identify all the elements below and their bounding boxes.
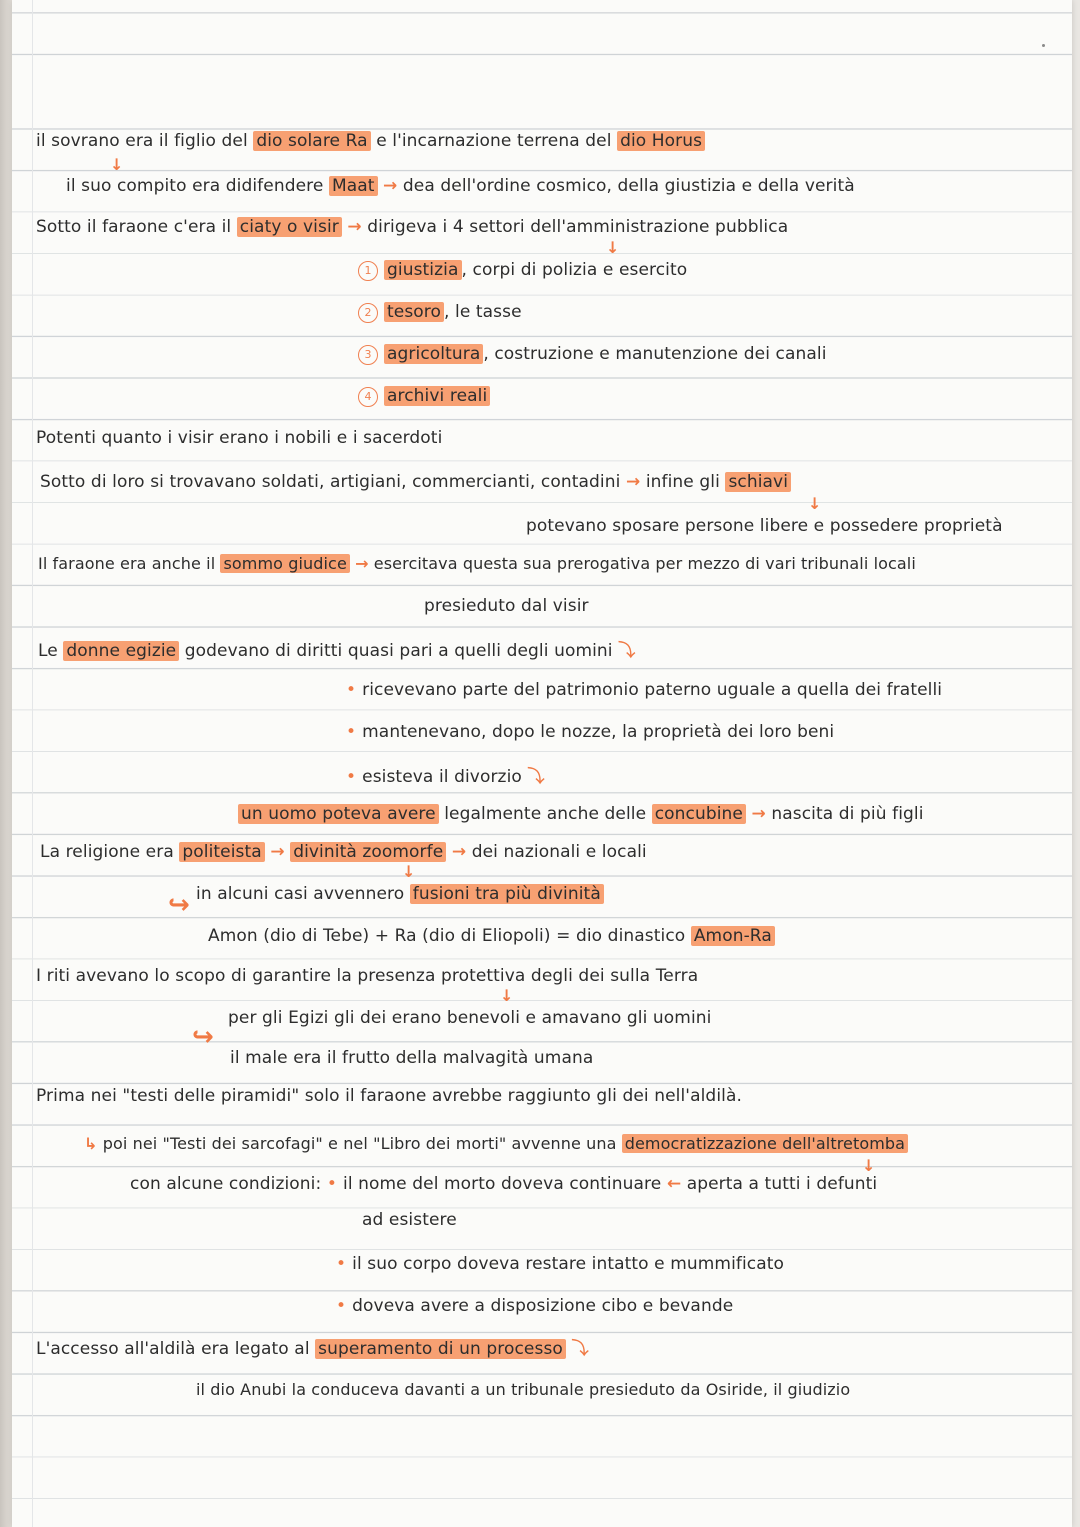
curved-arrow-icon: ⤵	[527, 767, 545, 787]
down-arrow-icon: ↓	[862, 1156, 876, 1175]
note-line-21	[36, 1334, 589, 1359]
text: Amon (dio di Tebe) + Ra (dio di Eliopoli) = dio dinastico	[208, 926, 686, 946]
note-line-12	[196, 884, 604, 904]
note-line-2	[66, 176, 855, 196]
text: in alcuni casi avvennero	[196, 884, 405, 904]
text: esercitava questa sua prerogativa per mezzo di vari tribunali locali	[373, 554, 916, 573]
sector-item-1	[358, 260, 687, 281]
highlight-fusioni-divinita: fusioni tra più divinità	[410, 884, 604, 904]
down-arrow-icon: ↓	[808, 494, 822, 513]
text: Le	[38, 641, 58, 661]
notebook-spine	[0, 0, 12, 1527]
text: il suo corpo doveva restare intatto e mummificato	[352, 1254, 785, 1274]
highlight-donne-egizie: donne egizie	[63, 641, 179, 661]
down-arrow-icon: ↓	[606, 238, 620, 257]
text: L'accesso all'aldilà era legato al	[36, 1339, 310, 1359]
right-arrow-icon: →	[383, 176, 398, 196]
sector-item-3	[358, 344, 827, 365]
number-circle-icon: 3	[358, 345, 378, 365]
bullet-item-4	[336, 1254, 784, 1274]
note-line-6: potevano sposare persone libere e possedere proprietà	[526, 516, 1003, 536]
text: il sovrano era il figlio del	[36, 131, 248, 151]
text: La religione era	[40, 842, 174, 862]
highlight-concubine: concubine	[652, 804, 746, 824]
text: godevano di diritti quasi pari a quelli degli uomini	[184, 641, 613, 661]
sector-item-2	[358, 302, 522, 323]
text: doveva avere a disposizione cibo e bevande	[352, 1296, 734, 1316]
highlight-dio-horus: dio Horus	[617, 131, 705, 151]
text: dei nazionali e locali	[471, 842, 647, 862]
right-arrow-icon: →	[751, 804, 766, 824]
text: Sotto di loro si trovavano soldati, artigiani, commercianti, contadini	[40, 472, 621, 492]
highlight-giustizia: giustizia	[384, 260, 462, 280]
text: esisteva il divorzio	[362, 767, 522, 787]
text: il nome del morto doveva continuare	[343, 1174, 662, 1194]
highlight-superamento-processo: superamento di un processo	[315, 1339, 566, 1359]
highlight-politeista: politeista	[179, 842, 264, 862]
text: mantenevano, dopo le nozze, la proprietà dei loro beni	[362, 722, 835, 742]
note-line-1	[36, 131, 705, 151]
bullet-icon: •	[336, 1296, 347, 1316]
note-line-18	[84, 1134, 908, 1153]
right-arrow-icon: →	[270, 842, 285, 862]
text: dirigeva i 4 settori dell'amministrazione pubblica	[367, 217, 789, 237]
highlight-tesoro: tesoro	[384, 302, 444, 322]
text: aperta a tutti i defunti	[686, 1174, 878, 1194]
note-line-10	[238, 804, 924, 824]
text: ricevevano parte del patrimonio paterno uguale a quella dei fratelli	[362, 680, 943, 700]
note-line-22: il dio Anubi la conduceva davanti a un tribunale presieduto da Osiride, il giudizio	[196, 1380, 851, 1399]
highlight-ciaty-visir: ciaty o visir	[237, 217, 342, 237]
text: il suo compito era didifendere	[66, 176, 324, 196]
text: , corpi di polizia e esercito	[461, 260, 688, 280]
number-circle-icon: 2	[358, 303, 378, 323]
note-line-5	[40, 472, 791, 492]
text: e l'incarnazione terrena del	[376, 131, 612, 151]
highlight-sommo-giudice: sommo giudice	[220, 554, 349, 573]
number-circle-icon: 4	[358, 387, 378, 407]
note-line-7	[38, 554, 916, 573]
note-line-11	[40, 842, 647, 862]
text: legalmente anche delle	[444, 804, 647, 824]
text: dea dell'ordine cosmico, della giustizia e della verità	[402, 176, 855, 196]
left-arrow-icon: ←	[666, 1174, 682, 1194]
note-line-17: Prima nei "testi delle piramidi" solo il faraone avrebbe raggiunto gli dei nell'aldilà.	[36, 1086, 742, 1106]
highlight-schiavi: schiavi	[725, 472, 791, 492]
bullet-icon: •	[336, 1254, 347, 1274]
highlight-divinita-zoomorfe: divinità zoomorfe	[290, 842, 446, 862]
text: , le tasse	[444, 302, 522, 322]
bullet-icon: •	[326, 1174, 337, 1194]
highlight-maat: Maat	[329, 176, 378, 196]
down-arrow-icon: ↓	[402, 862, 416, 881]
note-line-9	[38, 636, 635, 661]
return-arrow-icon: ↳	[84, 1134, 98, 1153]
paper-speck	[1042, 44, 1045, 47]
highlight-dio-solare-ra: dio solare Ra	[253, 131, 370, 151]
curved-arrow-icon: ⤵	[571, 1339, 589, 1359]
highlight-uomo-poteva-avere: un uomo poteva avere	[238, 804, 439, 824]
sector-item-4	[358, 386, 490, 407]
margin-rule	[32, 0, 33, 1527]
text: nascita di più figli	[771, 804, 924, 824]
note-line-19	[130, 1174, 877, 1194]
note-line-8: presieduto dal visir	[424, 596, 589, 616]
note-line-13	[208, 926, 775, 946]
bullet-item-1	[346, 680, 942, 700]
text: , costruzione e manutenzione dei canali	[483, 344, 827, 364]
down-arrow-icon: ↓	[110, 155, 124, 174]
note-line-16: il male era il frutto della malvagità umana	[230, 1048, 594, 1068]
note-line-20: ad esistere	[362, 1210, 457, 1230]
bullet-item-2	[346, 722, 834, 742]
bullet-item-3	[346, 762, 545, 787]
bullet-icon: •	[346, 767, 357, 787]
text: Il faraone era anche il	[38, 554, 216, 573]
hook-arrow-icon: ↪	[192, 1022, 214, 1052]
note-line-4: Potenti quanto i visir erano i nobili e i sacerdoti	[36, 428, 443, 448]
right-arrow-icon: →	[625, 472, 641, 492]
right-arrow-icon: →	[451, 842, 467, 862]
down-arrow-icon: ↓	[500, 986, 514, 1005]
text: Sotto il faraone c'era il	[36, 217, 232, 237]
text: con alcune condizioni:	[130, 1174, 322, 1194]
note-line-3	[36, 217, 788, 237]
right-arrow-icon: →	[355, 554, 369, 573]
bullet-item-5	[336, 1296, 733, 1316]
highlight-archivi-reali: archivi reali	[384, 386, 490, 406]
highlight-amon-ra: Amon-Ra	[691, 926, 775, 946]
curved-arrow-icon: ⤵	[618, 641, 636, 661]
highlight-agricoltura: agricoltura	[384, 344, 483, 364]
text: infine gli	[645, 472, 720, 492]
bullet-icon: •	[346, 680, 357, 700]
number-circle-icon: 1	[358, 261, 378, 281]
bullet-icon: •	[346, 722, 357, 742]
hook-arrow-icon: ↪	[168, 890, 190, 920]
highlight-democratizzazione: democratizzazione dell'altretomba	[622, 1134, 908, 1153]
note-line-15: per gli Egizi gli dei erano benevoli e amavano gli uomini	[228, 1008, 712, 1028]
text: poi nei "Testi dei sarcofagi" e nel "Libro dei morti" avvenne una	[102, 1134, 617, 1153]
note-line-14: I riti avevano lo scopo di garantire la presenza protettiva degli dei sulla Terra	[36, 966, 699, 986]
right-arrow-icon: →	[347, 217, 362, 237]
